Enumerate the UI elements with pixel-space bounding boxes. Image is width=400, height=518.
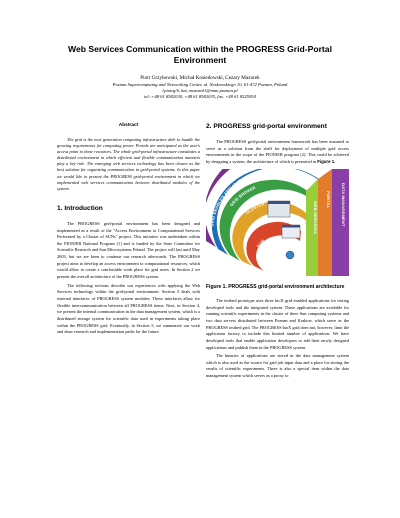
section-2-paragraph-3: The binaries of applications are stored in the data management system which is also used as the source for grid job input data and a place for storing the results of scientific experiments. There is also a special item within the data management system which serves as a proxy to <box>206 353 349 379</box>
arc-label-cluster-path: CLUSTER <box>244 200 266 215</box>
vertical-label-data-management: DATA MANAGEMENT <box>341 182 346 227</box>
section-2-paragraph-1-text: The PROGRESS grid-portal environment framework has been assumed to serve as a solution from the shelf for deployment of multiple grid access environments in the scope of the PIONIER program [2]. This could be achieved by designing a system, the architecture of which is presented in <box>206 139 349 164</box>
title-line-1: Web Services Communication within the PROGRESS Grid-Portal <box>68 44 332 54</box>
intro-paragraph-2: The following sections describe our experiences with applying the Web Services technology within the grid-portal environment. Section 3 deals with external interfaces of PROGRESS system modules. These interfaces allow for flexible intercommunication between all PROGRESS items. Next, in Section 4, we present the internal communication in the data management system, which is a distributed storage system for scientific data used in experiments taking place within the PROGRESS grid. Eventually, in Section 5, we summarize our work and draw research and implementation paths for the future. <box>57 282 200 335</box>
section-2-paragraph-2: The testbed prototype uses three bioX grid enabled applications for testing developed tools and the integrated system. These applications are available for running scientific experiments in the cluster of three Sun computing systems and two data servers distributed between Poznan and Krakow, which serve as the PROGRESS testbed grid. The PROGRESS bioX grid does not, however, limit the application factory to include this limited number of applications. We have developed tools that enable application developers to add their newly designed applications and publish them in the PROGRESS system. <box>206 297 349 350</box>
figure-1-caption: Figure 1. PROGRESS grid-portal environment architecture <box>206 283 345 290</box>
intro-paragraph-1: The PROGRESS grid-portal environment has been designed and implemented as a result of the "Access Environment to Computational Services Performed by a Cluster of SUNs" project. This initiative was undertaken within the PIONIER National Program [1] and is funded by the State Committee for Scientific Research and Sun Microsystems Poland. The project will last until May 2003, but we are keen to continue our research afterwards. The PROGRESS project aims to develop an access environment to computational resources, which would allow to create a comfortable work place for grid users. In Section 2 we present the overall architecture of the PROGRESS system. <box>57 220 200 280</box>
architecture-diagram <box>206 169 349 276</box>
abstract-text: The grid is the next generation computing infrastructure able to handle the growing requirements for computing power. Portals are anticipated as the user's access point to these resources. The whole grid-portal infrastructure constitutes a distributed environment in which efficient and flexible communication manners play a key role. The emerging web services technology has been chosen as the best solution for organizing communication in grid-portal systems. In this paper we would like to present the PROGRESS grid-portal environment in which we implemented web services communication between distributed modules of the system. <box>57 137 200 191</box>
arc-label-application-path: GRID ENABLED APPLICATION <box>209 173 249 227</box>
globe-icon <box>286 251 294 259</box>
section-2-heading: 2. PROGRESS grid-portal environment <box>206 123 327 130</box>
paper-title <box>20 44 380 66</box>
section-2-paragraph-1 <box>206 139 349 166</box>
screenshot-inset-1-bar <box>268 201 290 204</box>
vertical-label-web-services: WEB SERVICES <box>313 200 318 234</box>
author-list: Piotr Grzybowski, Michał Kosiedowski, Cezary Mazurek <box>140 75 260 81</box>
affiliation-line-2: {piotrg/h, kat, mazurek}@man.poznan.pl <box>162 88 238 94</box>
arc-label-sun-grid-path: SUN GRID <box>242 220 260 241</box>
figure-1-reference[interactable]: Figure 1. <box>317 158 336 164</box>
arc-label-broker-path: GRID BROKER <box>228 184 257 208</box>
affiliation-block <box>20 82 380 101</box>
screenshot-inset-2-bar <box>282 225 300 228</box>
vertical-label-portal: PORTAL <box>326 190 331 208</box>
title-line-2: Environment <box>173 55 227 65</box>
left-column <box>57 123 200 338</box>
right-column <box>206 123 349 382</box>
section-1-heading: 1. Introduction <box>57 204 103 212</box>
abstract-heading: Abstract <box>118 123 139 128</box>
architecture-figure <box>206 169 349 276</box>
arc-label-sun-path: SUN <box>255 237 266 249</box>
band-portal <box>318 169 332 276</box>
affiliation-line-3: tel.:+48 61 8582030, +48 61 8582035, fax. +48 61 8525954 <box>144 94 256 100</box>
affiliation-line-1: Poznan Supercomputing and Networking Center, ul. Noskowskiego 10, 61-472 Poznan, Poland <box>112 82 288 87</box>
